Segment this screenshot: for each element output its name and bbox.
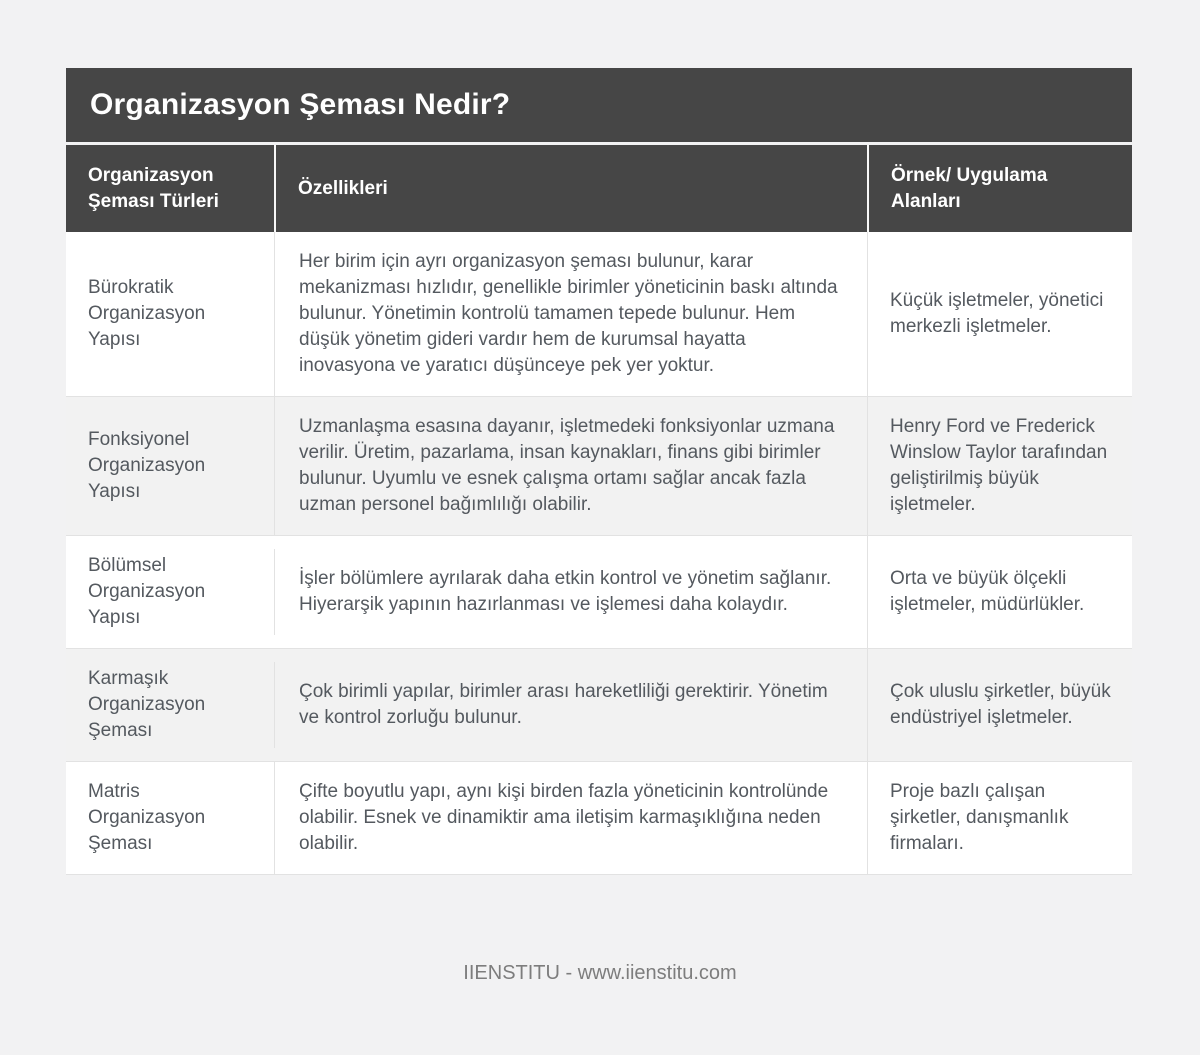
cell-examples — [867, 536, 1132, 648]
cell-examples — [867, 762, 1132, 874]
cell-features: Çok birimli yapılar, birimler arası hareketliliği gerektirir. Yönetim ve kontrol zorluğu bulunur. — [274, 662, 867, 748]
column-header-examples: Örnek/ Uygulama Alanları — [867, 145, 1132, 232]
table-row — [66, 649, 1132, 762]
column-header-features: Özellikleri — [274, 145, 867, 232]
cell-examples-label: Proje bazlı çalışan şirketler, danışmanlık firmaları. — [890, 781, 1069, 854]
cell-examples-label: Orta ve büyük ölçekli işletmeler, müdürlükler. — [890, 568, 1085, 615]
cell-examples — [867, 232, 1132, 396]
cell-type-label: Karmaşık Organizasyon Şeması — [88, 668, 206, 741]
cell-features: İşler bölümlere ayrılarak daha etkin kontrol ve yönetim sağlanır. Hiyerarşik yapının hazırlanması ve işlemesi daha kolaydır. — [274, 549, 867, 635]
column-header-type: Organizasyon Şeması Türleri — [66, 145, 274, 232]
cell-examples-label: Küçük işletmeler, yönetici merkezli işletmeler. — [890, 290, 1104, 337]
cell-type-label: Bürokratik Organizasyon Yapısı — [88, 277, 206, 350]
cell-type — [66, 397, 274, 535]
table-row — [66, 232, 1132, 397]
cell-type-label: Bölümsel Organizasyon Yapısı — [88, 555, 206, 628]
cell-examples — [867, 649, 1132, 761]
table-row — [66, 762, 1132, 875]
table-header-row — [66, 145, 1132, 232]
cell-type — [66, 649, 274, 761]
table-body — [66, 232, 1132, 875]
cell-type — [66, 536, 274, 648]
footer-credit: IIENSTITU - www.iienstitu.com — [463, 962, 737, 984]
cell-type-label: Fonksiyonel Organizasyon Yapısı — [88, 429, 206, 502]
cell-features: Her birim için ayrı organizasyon şeması bulunur, karar mekanizması hızlıdır, genellikle birimler yöneticinin baskı altında bulunur. Yönetimin kontrolü tamamen tepede bulunur. Hem düşük yönetim gideri vardır hem de kurumsal hayatta inovasyona ve yaratıcı düşünceye pek yer yoktur. — [274, 232, 867, 396]
org-chart-table — [66, 68, 1132, 875]
table-row — [66, 397, 1132, 536]
cell-examples-label: Çok uluslu şirketler, büyük endüstriyel işletmeler. — [890, 681, 1111, 728]
cell-type — [66, 762, 274, 874]
cell-type — [66, 232, 274, 396]
cell-features: Çifte boyutlu yapı, aynı kişi birden fazla yöneticinin kontrolünde olabilir. Esnek ve dinamiktir ama iletişim karmaşıklığına neden olabilir. — [274, 762, 867, 874]
cell-examples-label: Henry Ford ve Frederick Winslow Taylor tarafından geliştirilmiş büyük işletmeler. — [890, 416, 1108, 515]
cell-type-label: Matris Organizasyon Şeması — [88, 781, 206, 854]
page-title: Organizasyon Şeması Nedir? — [66, 68, 1132, 142]
cell-examples — [867, 397, 1132, 535]
table-row — [66, 536, 1132, 649]
cell-features: Uzmanlaşma esasına dayanır, işletmedeki fonksiyonlar uzmana verilir. Üretim, pazarlama, insan kaynakları, finans gibi birimler bulunur. Uyumlu ve esnek çalışma ortamı sağlar ancak fazla uzman personel bağımlılığı olabilir. — [274, 397, 867, 535]
